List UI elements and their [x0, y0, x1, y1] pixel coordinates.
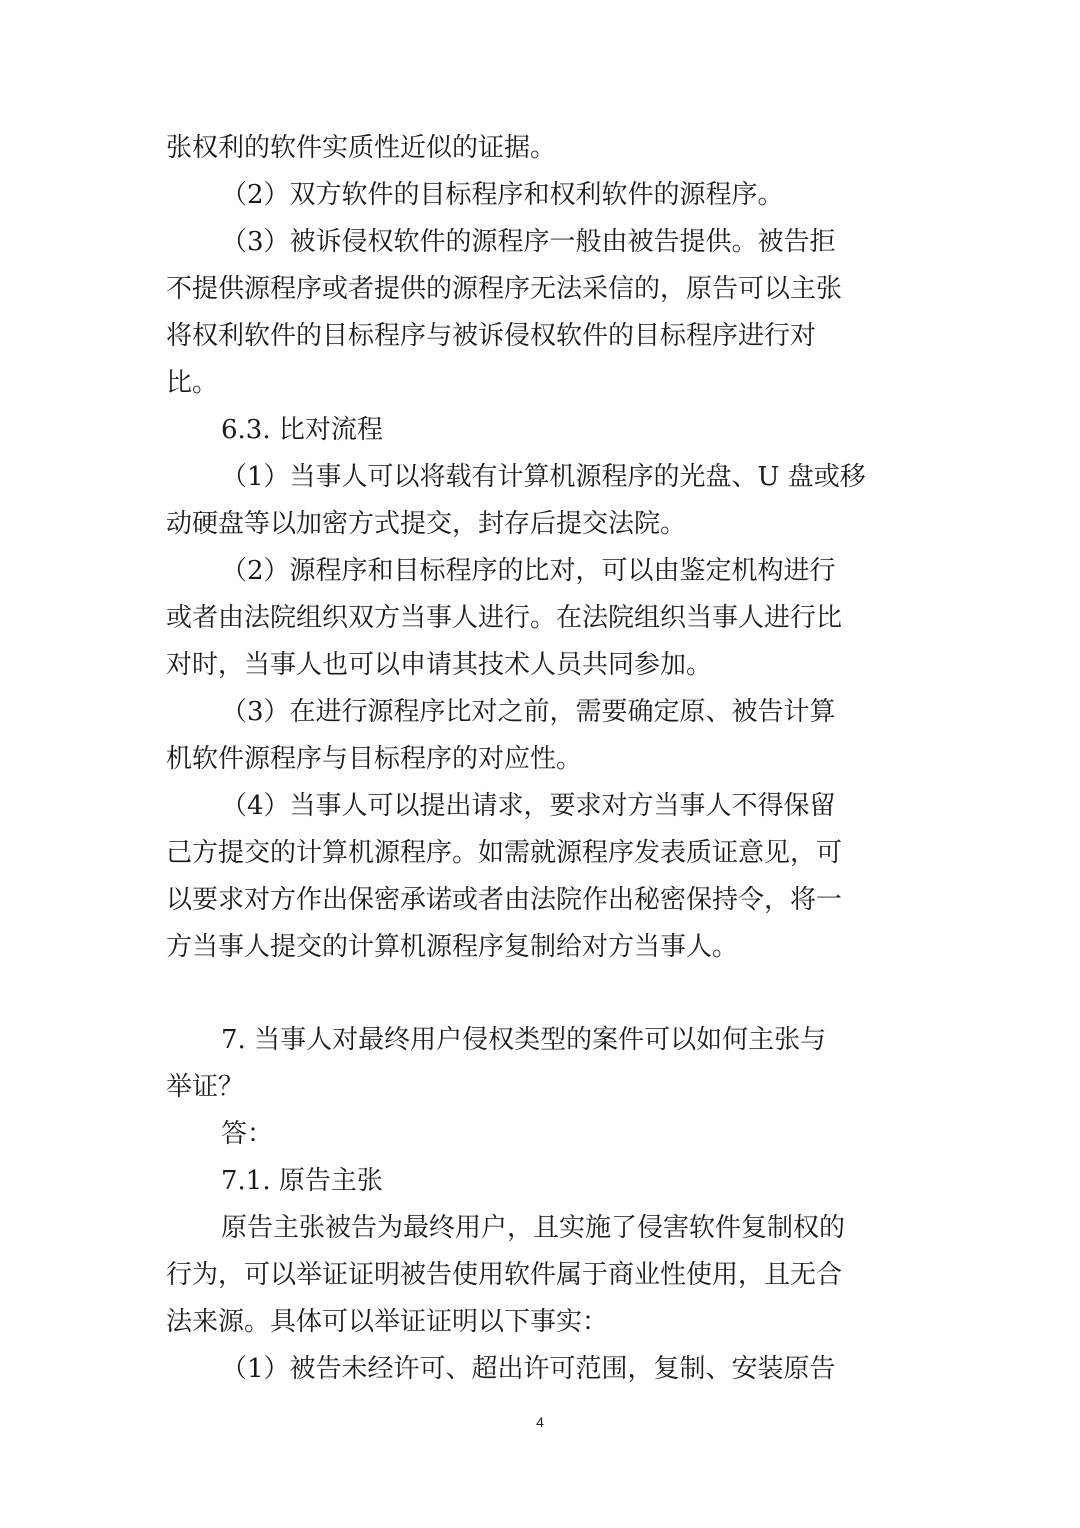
text-line: 方当事人提交的计算机源程序复制给对方当事人。 — [166, 932, 739, 962]
text-line: 行为，可以举证证明被告使用软件属于商业性使用，且无合 — [166, 1260, 843, 1290]
text-line: 或者由法院组织双方当事人进行。在法院组织当事人进行比 — [166, 603, 843, 633]
paragraph — [166, 783, 914, 971]
paragraph — [166, 125, 914, 172]
text-line: 将权利软件的目标程序与被诉侵权软件的目标程序进行对 — [166, 321, 817, 351]
body-text — [166, 125, 914, 1393]
text-line: （1）被告未经许可、超出许可范围，复制、安装原告 — [221, 1354, 836, 1384]
text-line: 原告主张被告为最终用户，且实施了侵害软件复制权的 — [221, 1213, 846, 1243]
text-line: （1）当事人可以将载有计算机源程序的光盘、U 盘或移 — [221, 462, 866, 492]
text-line: （3）被诉侵权软件的源程序一般由被告提供。被告拒 — [221, 227, 836, 257]
text-line: （2）源程序和目标程序的比对，可以由鉴定机构进行 — [221, 556, 836, 586]
text-line: 对时，当事人也可以申请其技术人员共同参加。 — [166, 650, 713, 680]
page-number: 4 — [536, 1414, 544, 1430]
paragraph-gap — [166, 971, 914, 1017]
text-line: 以要求对方作出保密承诺或者由法院作出秘密保持令，将一 — [166, 885, 843, 915]
paragraph — [166, 1111, 914, 1158]
paragraph — [166, 1017, 914, 1111]
text-line: 动硬盘等以加密方式提交，封存后提交法院。 — [166, 509, 687, 539]
paragraph — [166, 172, 914, 219]
text-line: 举证？ — [166, 1072, 245, 1102]
text-line: 比。 — [166, 368, 219, 398]
text-line: 机软件源程序与目标程序的对应性。 — [166, 744, 583, 774]
paragraph — [166, 1158, 914, 1205]
text-line: 张权利的软件实质性近似的证据。 — [166, 133, 557, 163]
text-line: 己方提交的计算机源程序。如需就源程序发表质证意见，可 — [166, 838, 843, 868]
text-line: 6.3. 比对流程 — [221, 415, 383, 445]
text-line: 不提供源程序或者提供的源程序无法采信的，原告可以主张 — [166, 274, 843, 304]
paragraph — [166, 689, 914, 783]
paragraph — [166, 407, 914, 454]
text-line: 答： — [221, 1119, 274, 1149]
text-line: 7. 当事人对最终用户侵权类型的案件可以如何主张与 — [221, 1025, 827, 1055]
text-line: （2）双方软件的目标程序和权利软件的源程序。 — [221, 180, 784, 210]
paragraph — [166, 1346, 914, 1393]
paragraph — [166, 548, 914, 689]
paragraph — [166, 1205, 914, 1346]
paragraph — [166, 219, 914, 407]
text-line: 7.1. 原告主张 — [221, 1166, 383, 1196]
text-line: 法来源。具体可以举证证明以下事实： — [166, 1307, 609, 1337]
text-line: （4）当事人可以提出请求，要求对方当事人不得保留 — [221, 791, 836, 821]
text-line: （3）在进行源程序比对之前，需要确定原、被告计算 — [221, 697, 836, 727]
paragraph — [166, 454, 914, 548]
